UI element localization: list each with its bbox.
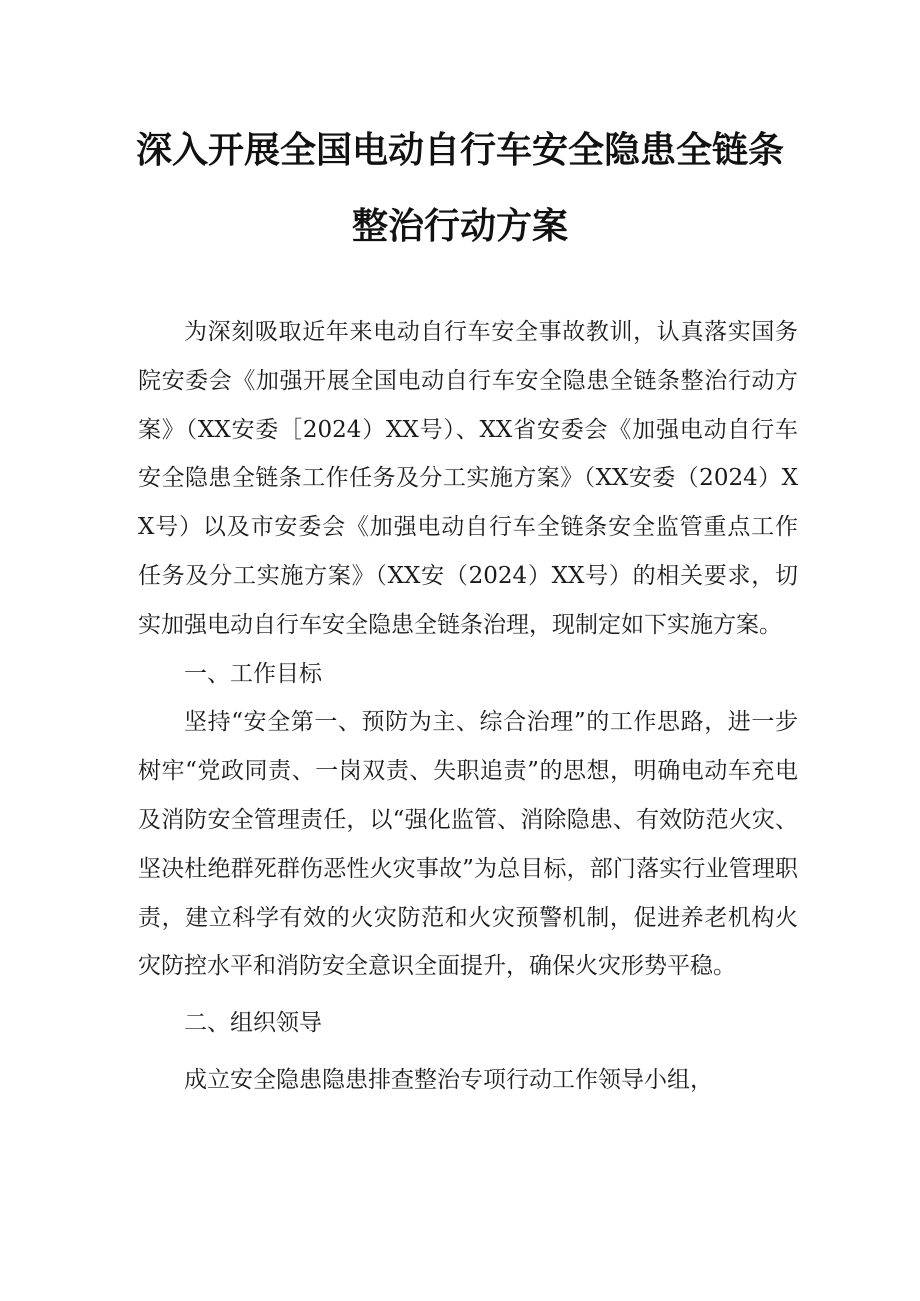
section-heading-work-goal: 一、工作目标: [184, 660, 322, 687]
document-title-line-2: 整治行动方案: [351, 206, 568, 247]
intro-paragraph: 为深刻吸取近年来电动自行车安全事故教训，认真落实国务院安委会《加强开展全国电动自行车安全隐患全链条整治行动方案》（XX安委［2024）XX号）、XX省安委会《加强电动自行车安全隐患全链条工作任务及分工实施方案》（XX安委（2024）XX号）以及市安委会《加强电动自行车全链条安全监管重点工作任务及分工实施方案》（XX安（2024）XX号）的相关要求，切实加强电动自行车安全隐患全链条治理，现制定如下实施方案。: [138, 319, 798, 638]
work-goal-paragraph: 坚持“安全第一、预防为主、综合治理”的工作思路，进一步树牢“党政同责、一岗双责、失职追责”的思想，明确电动车充电及消防安全管理责任，以“强化监管、消除隐患、有效防范火灾、坚决杜绝群死群伤恶性火灾事故”为总目标，部门落实行业管理职责，建立科学有效的火灾防范和火灾预警机制，促进养老机构火灾防控水平和消防安全意识全面提升，确保火灾形势平稳。: [138, 709, 798, 980]
organization-paragraph: 成立安全隐患隐患排查整治专项行动工作领导小组，: [184, 1066, 713, 1093]
paragraph-gap: [138, 991, 798, 999]
section-heading-organization: 二、组织领导: [184, 1010, 322, 1037]
paragraph-gap: [138, 1048, 798, 1056]
document-body: [138, 308, 798, 1105]
document-title-line-1: 深入开展全国电动自行车安全隐患全链条: [135, 130, 784, 171]
